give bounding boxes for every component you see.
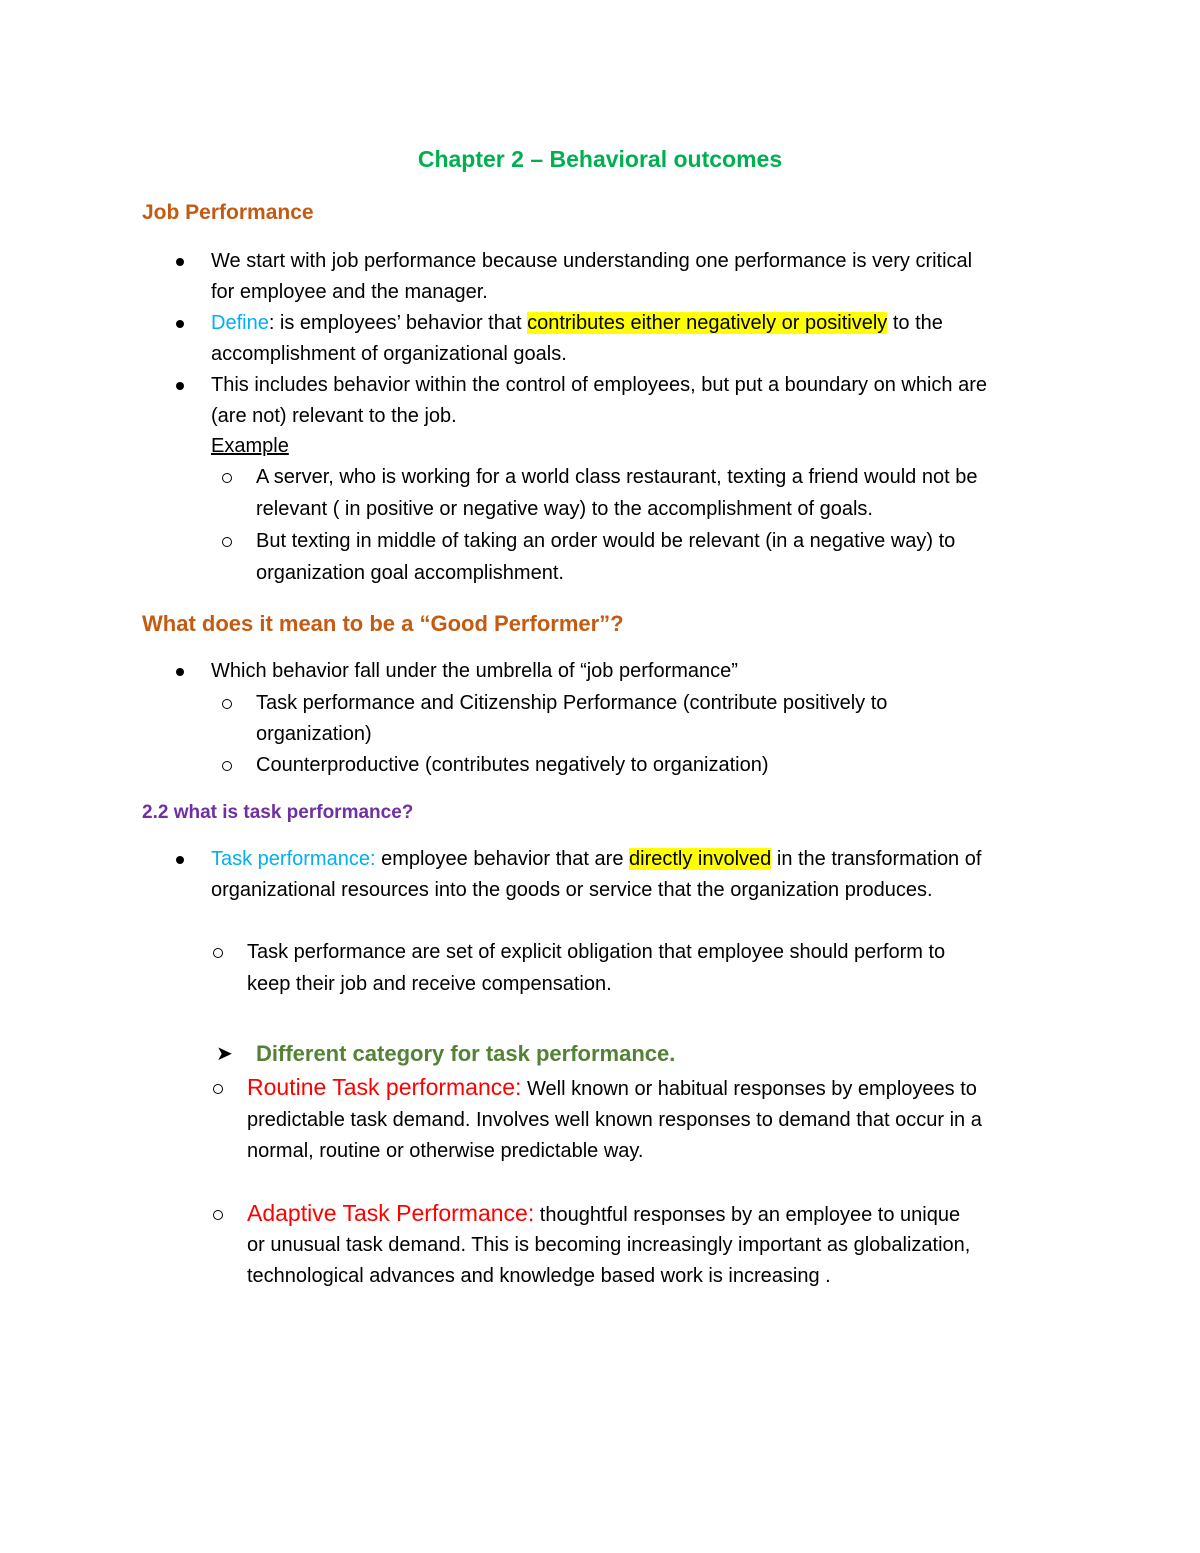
text-line: technological advances and knowledge based work is increasing . <box>247 1265 831 1287</box>
text-line: predictable task demand. Involves well known responses to demand that occur in a <box>247 1109 982 1131</box>
text-line: accomplishment of organizational goals. <box>211 343 567 365</box>
text-line: We start with job performance because understanding one performance is very critical <box>211 250 973 272</box>
text-span: Well known or habitual responses by employees to <box>521 1078 977 1100</box>
category-heading: Different category for task performance. <box>256 1041 676 1066</box>
define-label: Define <box>211 312 269 334</box>
text-line: Counterproductive (contributes negatively to organization) <box>256 754 769 776</box>
bullet-circle-icon <box>222 537 232 547</box>
text-line: organization) <box>256 723 372 745</box>
highlighted-text: directly involved <box>629 848 772 870</box>
text-line: A server, who is working for a world class restaurant, texting a friend would not be <box>256 466 978 488</box>
example-label: Example <box>211 435 289 457</box>
define-line <box>211 308 943 339</box>
heading-job-performance: Job Performance <box>142 201 314 224</box>
text-line: Task performance and Citizenship Performance (contribute positively to <box>256 692 888 714</box>
text-line: organization goal accomplishment. <box>256 562 564 584</box>
text-line: keep their job and receive compensation. <box>247 973 612 995</box>
arrow-bullet-icon: ➤ <box>216 1043 233 1065</box>
text-line: relevant ( in positive or negative way) to the accomplishment of goals. <box>256 498 873 520</box>
text-span: to the <box>887 312 943 334</box>
text-span: in the transformation of <box>771 848 982 870</box>
routine-line <box>247 1072 977 1105</box>
text-line: normal, routine or otherwise predictable way. <box>247 1140 644 1162</box>
text-line: Task performance are set of explicit obligation that employee should perform to <box>247 941 946 963</box>
text-line: for employee and the manager. <box>211 281 488 303</box>
bullet-dot-icon <box>176 258 184 266</box>
bullet-circle-icon <box>222 473 232 483</box>
bullet-circle-icon <box>222 761 232 771</box>
text-line: (are not) relevant to the job. <box>211 405 457 427</box>
bullet-dot-icon <box>176 382 184 390</box>
text-span: employee behavior that are <box>375 848 630 870</box>
text-line: organizational resources into the goods or service that the organization produces. <box>211 879 933 901</box>
routine-label: Routine Task performance: <box>247 1074 522 1100</box>
bullet-dot-icon <box>176 856 184 864</box>
text-line: Which behavior fall under the umbrella of “job performance” <box>211 660 738 682</box>
bullet-dot-icon <box>176 320 184 328</box>
heading-task-performance: 2.2 what is task performance? <box>142 802 414 823</box>
text-line: This includes behavior within the control of employees, but put a boundary on which are <box>211 374 988 396</box>
heading-good-performer: What does it mean to be a “Good Performer”? <box>142 611 624 636</box>
bullet-circle-icon <box>222 699 232 709</box>
adaptive-label: Adaptive Task Performance: <box>247 1200 535 1226</box>
task-performance-line <box>211 844 981 875</box>
bullet-circle-icon <box>213 948 223 958</box>
text-line: But texting in middle of taking an order would be relevant (in a negative way) to <box>256 530 956 552</box>
bullet-dot-icon <box>176 668 184 676</box>
adaptive-line <box>247 1198 960 1231</box>
bullet-circle-icon <box>213 1210 223 1220</box>
task-performance-label: Task performance: <box>211 848 376 870</box>
text-span: : is employees’ behavior that <box>268 312 528 334</box>
bullet-circle-icon <box>213 1084 223 1094</box>
page-title: Chapter 2 – Behavioral outcomes <box>417 146 783 172</box>
text-line: or unusual task demand. This is becoming increasingly important as globalization, <box>247 1234 971 1256</box>
highlighted-text: contributes either negatively or positively <box>527 312 888 334</box>
text-span: thoughtful responses by an employee to unique <box>534 1204 961 1226</box>
